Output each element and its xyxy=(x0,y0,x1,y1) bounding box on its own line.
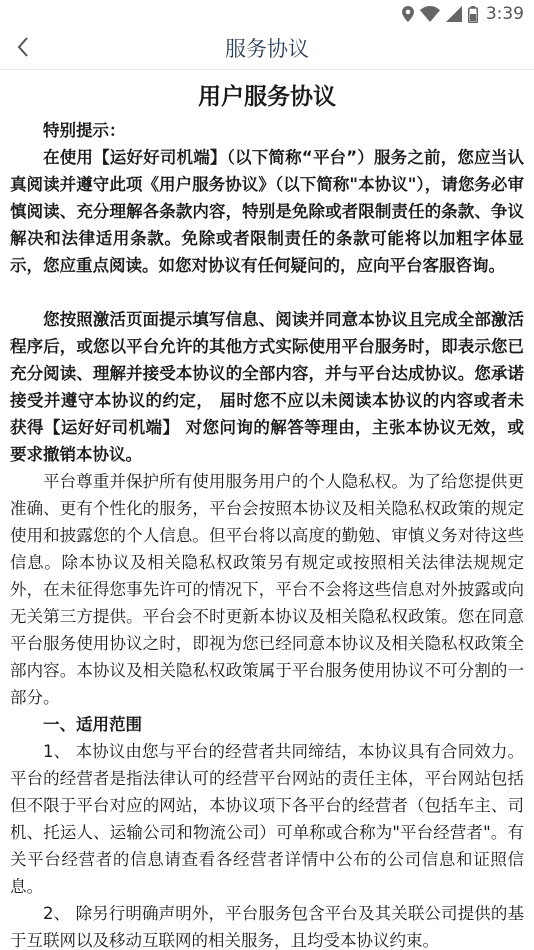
section-paragraph: 2、 除另行明确声明外，平台服务包含平台及其关联公司提供的基于互联网以及移动互联网的相关服务，且均受本协议约束。 xyxy=(10,904,524,950)
status-time: 3:39 xyxy=(485,4,524,24)
special-notice-label: 特别提示： xyxy=(43,121,126,140)
page-title: 服务协议 xyxy=(225,37,309,61)
status-icons xyxy=(402,6,478,23)
wifi-icon xyxy=(420,6,440,22)
location-icon xyxy=(402,6,414,22)
section-paragraph: 1、 本协议由您与平台的经营者共同缔结，本协议具有合同效力。平台的经营者是指法律认可的经营平台网站的责任主体，平台网站包括但不限于平台对应的网站，本协议项下各平台的经营者（包括车主、司机、托运人、运输公司和物流公司）可单称或合称为"平台经营者"。有关平台经营者的信息请查看各经营者详情中公布的公司信息和证照信息。 xyxy=(10,742,524,896)
app-bar xyxy=(0,28,534,70)
paragraph-privacy: 平台尊重并保护所有使用服务用户的个人隐私权。为了给您提供更准确、更有个性化的服务，平台会按照本协议及相关隐私权政策的规定使用和披露您的个人信息。但平台将以高度的勤勉、审慎义务对待这些信息。除本协议及相关隐私权政策另有规定或按照相关法律法规规定外，在未征得您事先许可的情况下，平台不会将这些信息对外披露或向无关第三方提供。平台会不时更新本协议及相关隐私权政策。您在同意平台服务使用协议之时，即视为您已经同意本协议及相关隐私权政策全部内容。本协议及相关隐私权政策属于平台服务使用协议不可分割的一部分。 xyxy=(10,472,524,707)
section-heading-scope: 一、适用范围 xyxy=(43,715,142,734)
signal-icon xyxy=(446,6,462,22)
status-bar xyxy=(0,0,534,28)
paragraph-acceptance: 您按照激活页面提示填写信息、阅读并同意本协议且完成全部激活程序后，或您以平台允许的其他方式实际使用平台服务时，即表示您已充分阅读、理解并接受本协议的全部内容，并与平台达成协议。您承诺接受并遵守本协议的约定， 届时您不应以未阅读本协议的内容或者未获得【运好好司机端】 对您问询的解答等理由，主张本协议无效，或要求撤销本协议。 xyxy=(10,310,524,464)
agreement-content[interactable] xyxy=(0,71,534,950)
back-button[interactable] xyxy=(6,32,40,66)
chevron-left-icon xyxy=(16,36,30,62)
document-title: 用户服务协议 xyxy=(198,84,336,110)
paragraph-intro: 在使用【运好好司机端】（以下简称“平台”）服务之前，您应当认真阅读并遵守此项《用户服务协议》（以下简称"本协议"），请您务必审慎阅读、充分理解各条款内容，特别是免除或者限制责任的条款、争议解决和法律适用条款。免除或者限制责任的条款可能将以加粗字体显示，您应重点阅读。如您对协议有任何疑问的，应向平台客服咨询。 xyxy=(10,148,524,275)
battery-icon xyxy=(468,6,478,23)
